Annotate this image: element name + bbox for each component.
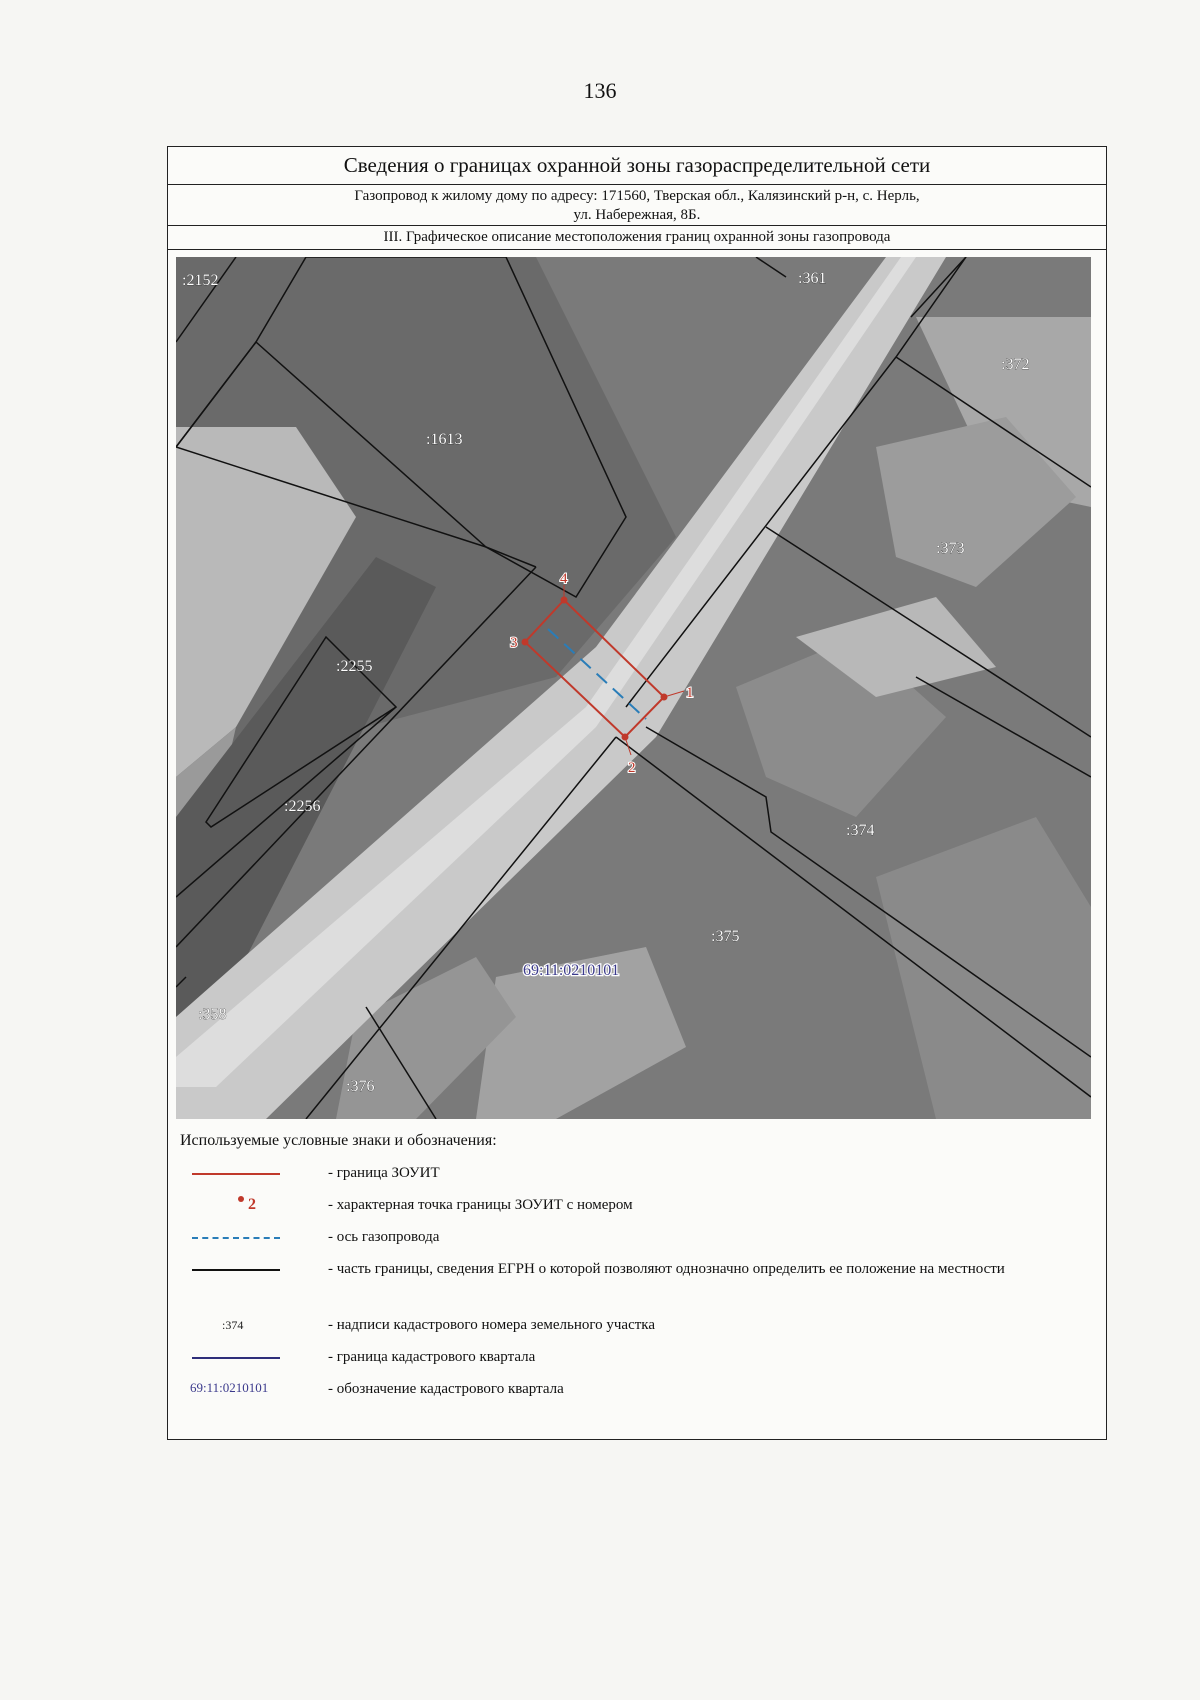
legend-symbol-red-point [182,1194,282,1218]
parcel-label-373: :373 [936,540,965,557]
parcel-label-2255: :2255 [336,658,373,675]
legend-text-quarter-boundary: - граница кадастрового квартала [328,1349,536,1365]
page-number: 136 [583,78,617,103]
parcel-label-358: :358 [198,1006,227,1023]
legend-text-quarter-label: - обозначение кадастрового квартала [328,1381,564,1397]
parcel-label-376: :376 [346,1078,375,1095]
legend-text-parcel-label: - надписи кадастрового номера земельного участка [328,1317,656,1333]
red-point-swatch [238,1196,244,1202]
document-frame [167,146,1107,1440]
parcel-label-361: :361 [798,270,827,287]
legend-text-boundary-point: - характерная точка границы ЗОУИТ с номером [328,1197,633,1213]
parcel-label-2256: :2256 [284,798,321,815]
boundary-point-3 [522,639,529,646]
point-label-3: 3 [510,635,518,651]
point-label-2: 2 [628,760,636,776]
black-line-swatch [192,1269,280,1271]
legend-symbol-red-line [182,1162,282,1186]
point-label-1: 1 [686,685,694,701]
point-label-4: 4 [560,571,568,587]
legend-symbol-blue-dash [182,1226,282,1250]
parcel-label-372: :372 [1001,356,1030,373]
legend-symbol-quarter-text [182,1378,282,1402]
legend-symbol-black-line [182,1258,282,1282]
navy-line-swatch [192,1357,280,1359]
object-description [168,185,1106,226]
legend-symbol-parcel-text [182,1314,282,1338]
object-line-1: Газопровод к жилому дому по адресу: 171560, Тверская обл., Калязинский р-н, с. Нерль, [354,188,920,204]
legend-text-gas-axis: - ось газопровода [328,1229,440,1245]
parcel-text-sample: :374 [222,1318,244,1332]
quarter-text-sample: 69:11:0210101 [190,1380,269,1395]
legend-symbol-navy-line [182,1346,282,1370]
document-title: Сведения о границах охранной зоны газораспределительной сети [168,147,1106,185]
section-title: III. Графическое описание местоположения границ охранной зоны газопровода [168,226,1106,250]
legend-text-parcel-boundary: - часть границы, сведения ЕГРН о которой позволяют однозначно определить ее положение на местности [328,1261,1005,1277]
parcel-label-1613: :1613 [426,431,463,448]
map-drawing [176,257,1091,1119]
parcel-label-374: :374 [846,822,875,839]
red-point-sample: 2 [248,1196,256,1213]
legend-title: Используемые условные знаки и обозначения: [180,1132,497,1149]
parcel-label-2152: :2152 [182,272,219,289]
legend-text-zouit-boundary: - граница ЗОУИТ [328,1165,440,1181]
object-line-2: ул. Набережная, 8Б. [573,207,701,223]
parcel-label-375: :375 [711,928,740,945]
quarter-label: 69:11:0210101 [523,962,620,979]
blue-dash-swatch [192,1237,280,1239]
cadastral-map [176,257,1091,1119]
red-line-swatch [192,1173,280,1175]
